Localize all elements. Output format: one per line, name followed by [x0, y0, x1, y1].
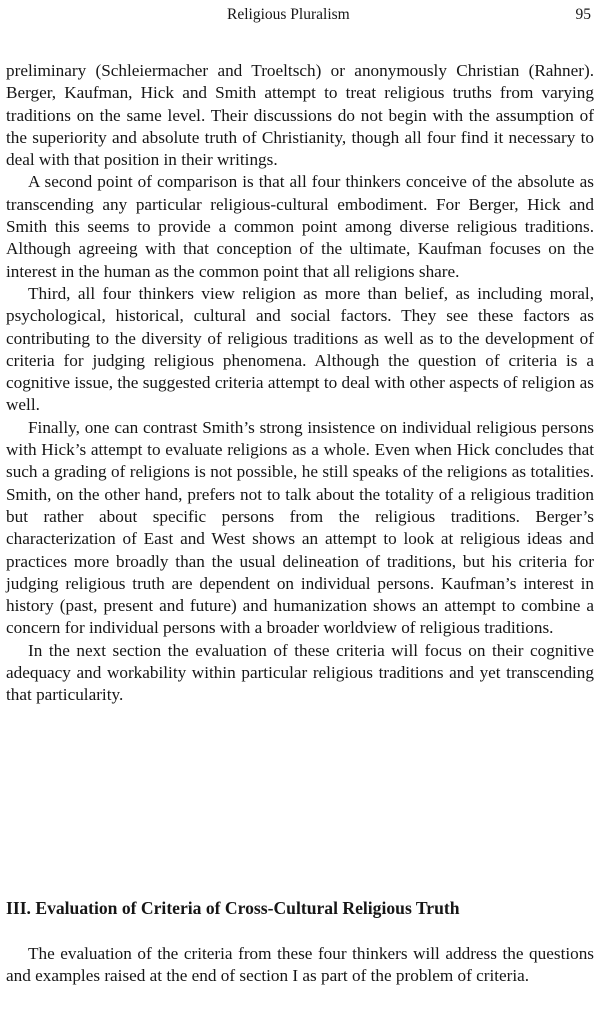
running-head: [0, 4, 600, 26]
page-number: 95: [575, 6, 591, 23]
body-text: [6, 60, 594, 707]
paragraph-finally: Finally, one can contrast Smith’s strong insistence on individual religious persons with Hick’s attempt to evaluate religions as a whole. Even when Hick concludes that such a grading of religions is not possible, he still speaks of the religions as totalities. Smith, on the other hand, prefers not to talk about the totality of a religious tradition but rather about specific persons from the religious traditions. Berger’s characterization of East and West shows an attempt to look at religious ideas and practices more broadly than the usual delineation of traditions, but his criteria for judging religious truth are dependent on individual persons. Kaufman’s interest in history (past, present and future) and humanization shows an attempt to combine a concern for individual persons with a broader worldview of religious traditions.: [6, 417, 594, 638]
section-heading: III. Evaluation of Criteria of Cross-Cultural Religious Truth: [6, 898, 460, 918]
paragraph-next-section: In the next section the evaluation of these criteria will focus on their cognitive adequacy and workability within particular religious traditions and yet transcending that particularity.: [6, 640, 594, 705]
paragraph-continued: preliminary (Schleiermacher and Troeltsch) or anonymously Christian (Rahner). Berger, Kaufman, Hick and Smith attempt to treat religious truths from varying traditions on the same level. Their discussions do not begin with the assumption of the superiority and absolute truth of Christianity, though all four find it necessary to deal with that position in their writings.: [6, 61, 594, 170]
paragraph-evaluation: The evaluation of the criteria from these four thinkers will address the questions and examples raised at the end of section I as part of the problem of criteria.: [6, 944, 594, 986]
paragraph-second-point: A second point of comparison is that all four thinkers conceive of the absolute as transcending any particular religious-cultural embodiment. For Berger, Hick and Smith this seems to provide a common point among diverse religious traditions. Although agreeing with that conception of the ultimate, Kaufman focuses on the interest in the human as the common point that all religions share.: [6, 172, 594, 281]
paragraph-third-point: Third, all four thinkers view religion as more than belief, as including moral, psychological, historical, cultural and social factors. They see these factors as contributing to the diversity of religious traditions as well as to the development of criteria for judging religious phenomena. Although the question of criteria is a cognitive issue, the suggested criteria attempt to deal with other aspects of religion as well.: [6, 283, 594, 415]
section-body: [6, 943, 594, 988]
running-title: Religious Pluralism: [227, 6, 350, 23]
